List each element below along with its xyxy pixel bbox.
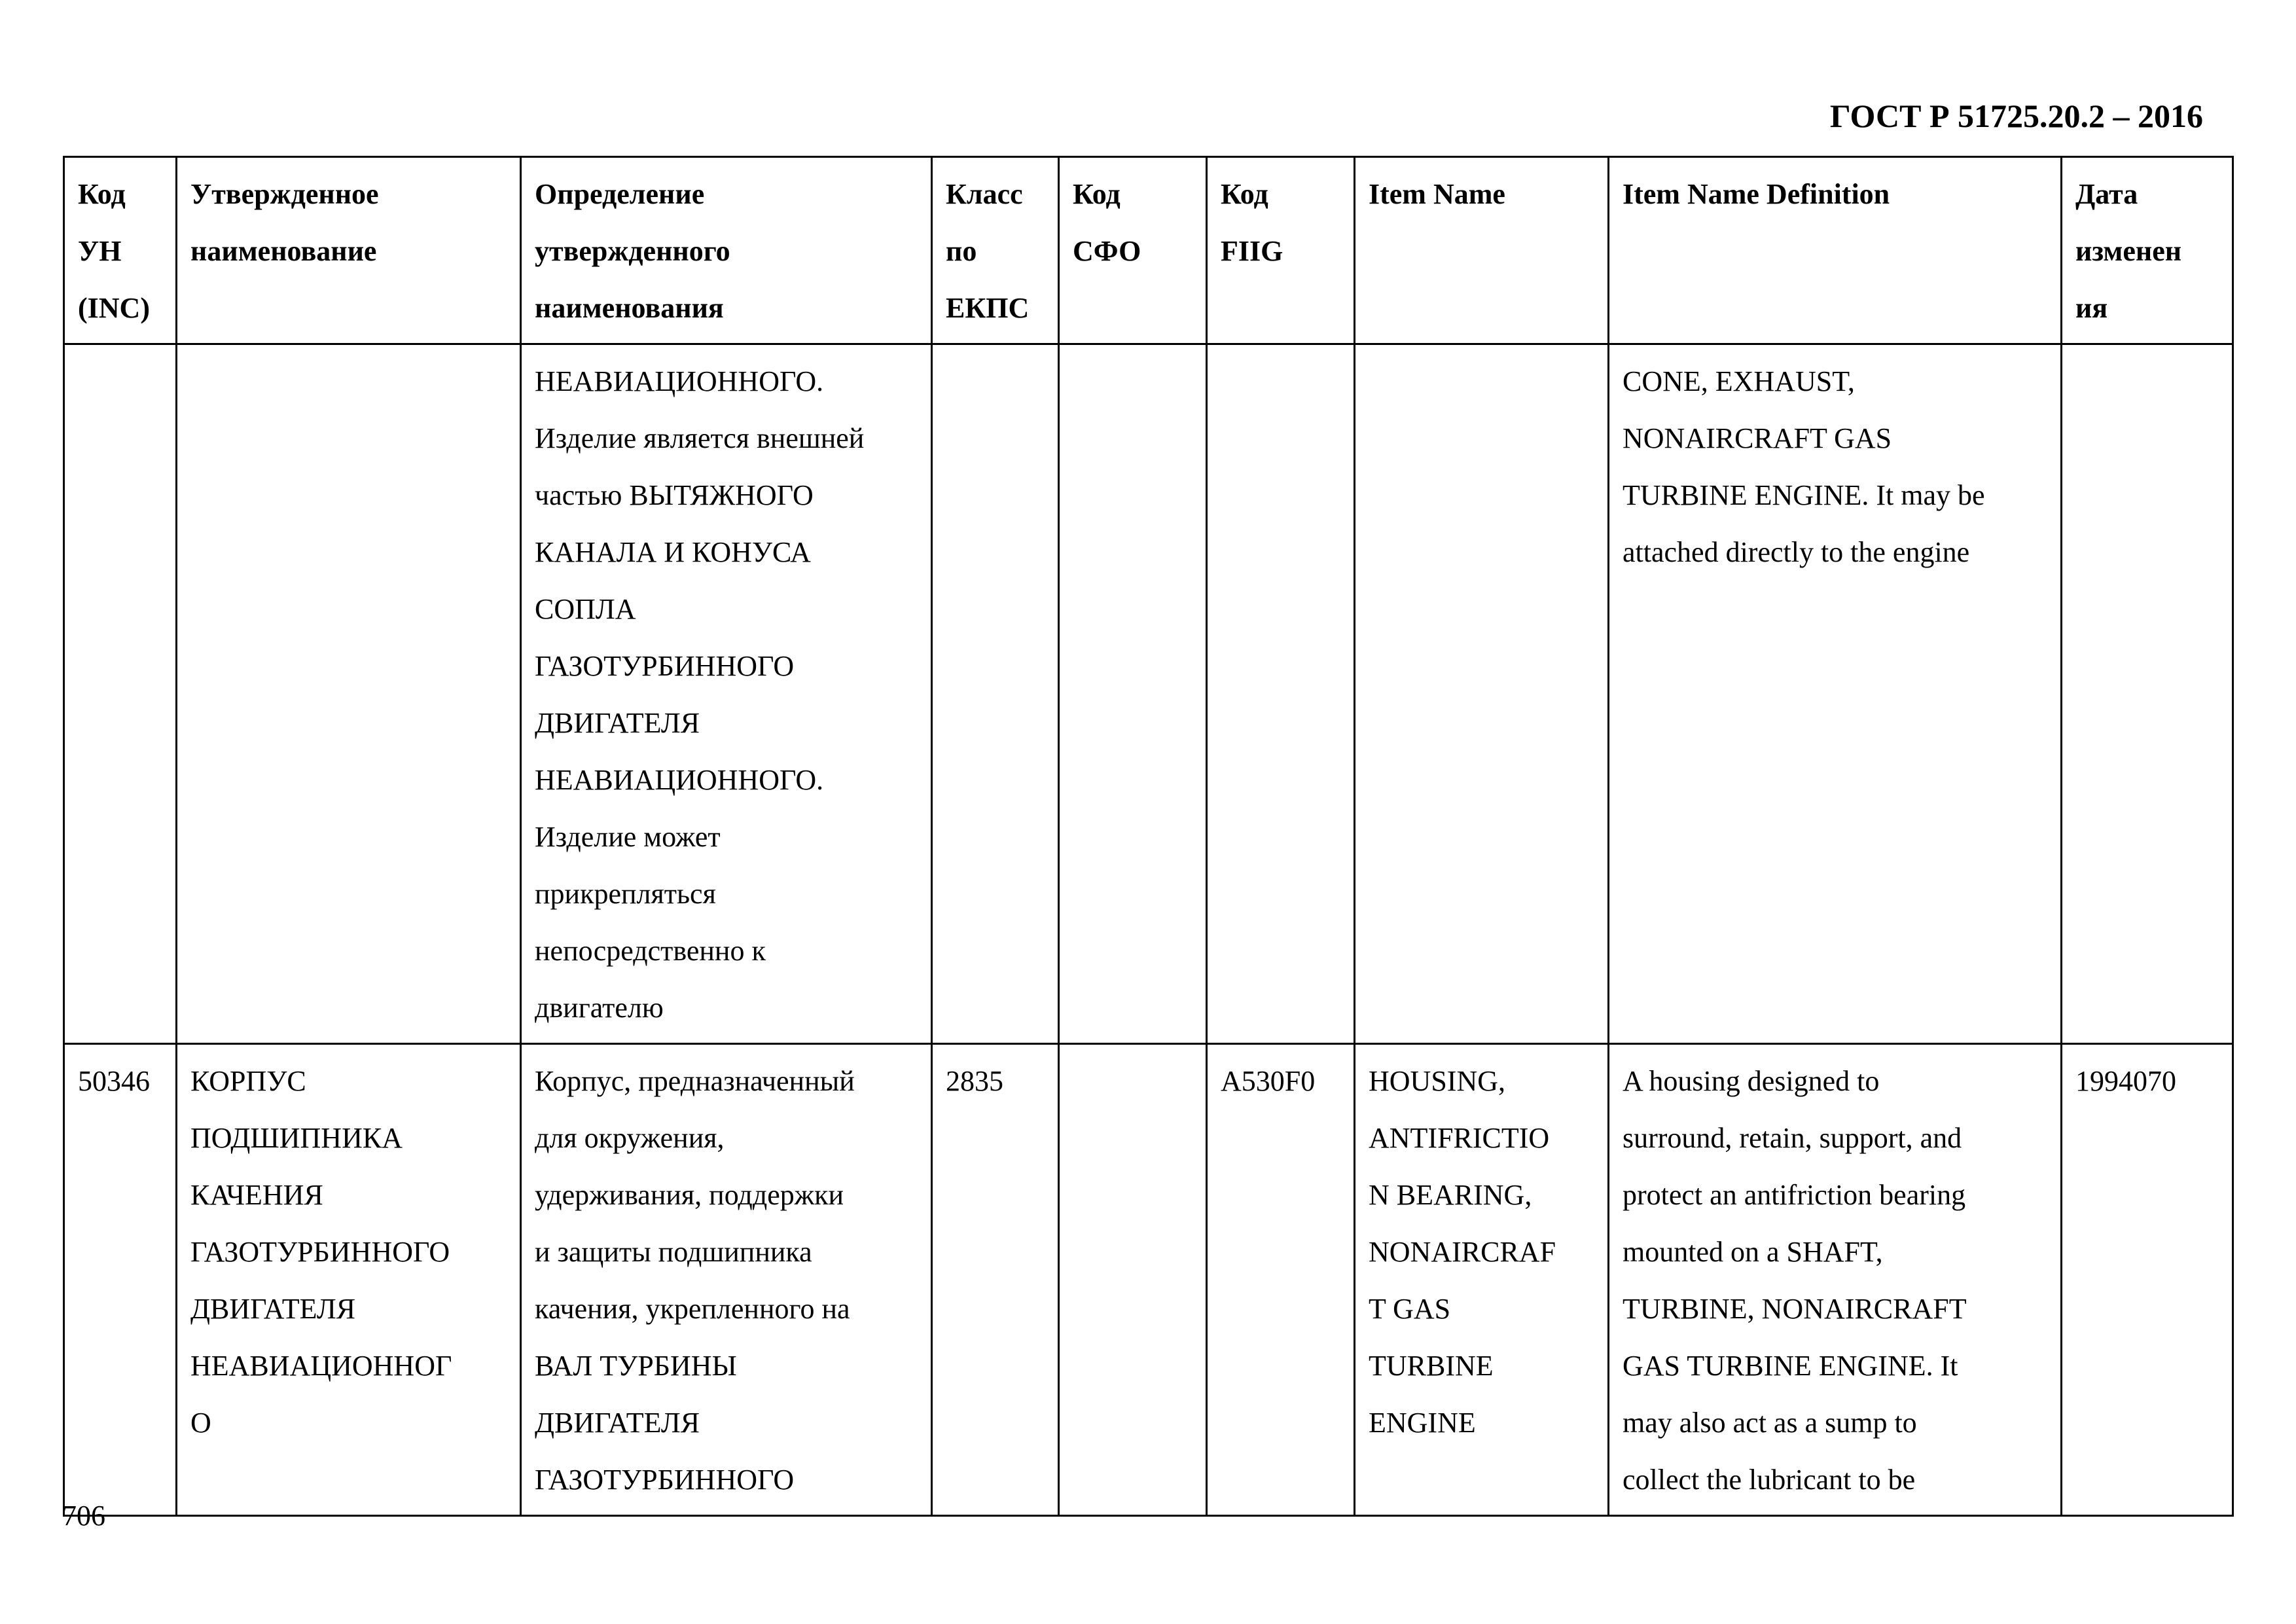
cell-definition: Корпус, предназначенный для окружения, удерживания, поддержки и защиты подшипника качения, укрепленного на ВАЛ ТУРБИНЫ ДВИГАТЕЛЯ ГАЗОТУРБИННОГО: [521, 1044, 932, 1516]
header-fiig: Код FIIG: [1207, 157, 1355, 344]
cell-item-name: HOUSING, ANTIFRICTIO N BEARING, NONAIRCRAF T GAS TURBINE ENGINE: [1355, 1044, 1609, 1516]
page-number: 706: [62, 1500, 105, 1532]
header-date: Дата изменен ия: [2062, 157, 2233, 344]
cell-class: [932, 344, 1059, 1044]
cell-class: 2835: [932, 1044, 1059, 1516]
cell-approved-name: КОРПУС ПОДШИПНИКА КАЧЕНИЯ ГАЗОТУРБИННОГО ДВИГАТЕЛЯ НЕАВИАЦИОННОГ О: [177, 1044, 521, 1516]
classification-table: [63, 156, 2234, 1517]
header-item-definition: Item Name Definition: [1609, 157, 2062, 344]
cell-date: [2062, 344, 2233, 1044]
cell-sfo: [1059, 344, 1207, 1044]
cell-inc: [64, 344, 177, 1044]
cell-fiig: [1207, 344, 1355, 1044]
cell-inc: 50346: [64, 1044, 177, 1516]
header-definition: Определение утвержденного наименования: [521, 157, 932, 344]
table-row: [64, 344, 2233, 1044]
header-approved-name: Утвержденное наименование: [177, 157, 521, 344]
cell-item-name: [1355, 344, 1609, 1044]
cell-fiig: A530F0: [1207, 1044, 1355, 1516]
cell-definition: НЕАВИАЦИОННОГО. Изделие является внешней частью ВЫТЯЖНОГО КАНАЛА И КОНУСА СОПЛА ГАЗОТУРБИННОГО ДВИГАТЕЛЯ НЕАВИАЦИОННОГО. Изделие может прикрепляться непосредственно к двигателю: [521, 344, 932, 1044]
header-sfo: Код СФО: [1059, 157, 1207, 344]
header-inc: Код УН (INC): [64, 157, 177, 344]
cell-sfo: [1059, 1044, 1207, 1516]
cell-approved-name: [177, 344, 521, 1044]
table-row: [64, 1044, 2233, 1516]
header-item-name: Item Name: [1355, 157, 1609, 344]
document-header: ГОСТ Р 51725.20.2 – 2016: [1829, 98, 2203, 134]
cell-date: 1994070: [2062, 1044, 2233, 1516]
header-class: Класс по ЕКПС: [932, 157, 1059, 344]
cell-item-definition: CONE, EXHAUST, NONAIRCRAFT GAS TURBINE ENGINE. It may be attached directly to the engine: [1609, 344, 2062, 1044]
cell-item-definition: A housing designed to surround, retain, support, and protect an antifriction bearing mounted on a SHAFT, TURBINE, NONAIRCRAFT GAS TURBINE ENGINE. It may also act as a sump to collect the lubricant to be: [1609, 1044, 2062, 1516]
table-header-row: [64, 157, 2233, 344]
